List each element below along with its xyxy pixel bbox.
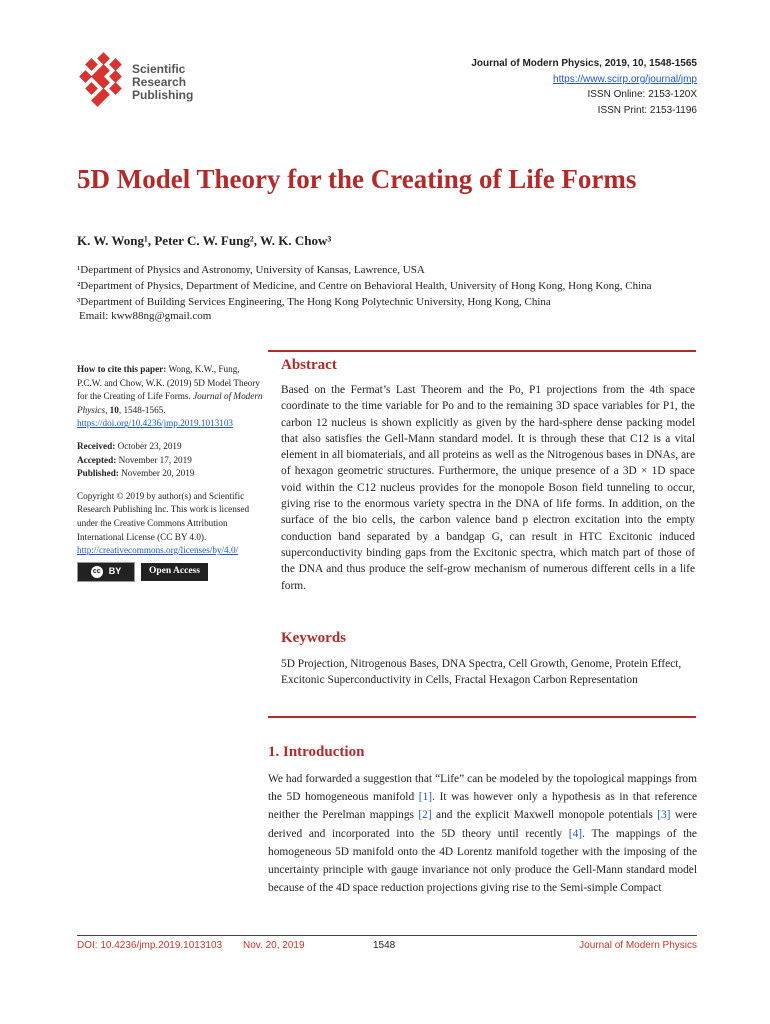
page-footer [77, 940, 697, 956]
abstract-text: Based on the Fermat’s Last Theorem and the Po, P1 projections from the 4th space coordinate to the time variable for Po and to the remaining 3D space variables for P1, the carbon 12 nucleus is shown explicitly as given by the hard-sphere dense packing model that also satisfies the Gell-Mann standard model. It is through these that C12 is a vital element in all biomaterials, and all proteins as well as the Nitrogenous bases in DNAs, are of hexagon geometric structures. Furthermore, the unique presence of a 3D × 1D space void within the C12 nucleus provides for the monopole Boson field tunneling to occur, giving rise to the enormous variety spectra in the DNA of life forms. In addition, on the surface of the bio cells, the carbon valence band p electron excitation into the empty conduction band separated by a bandgap G, can result in HTC Excitonic induced superconductivity binding gaps from the Excitonic spectra, which match part of those of the DNA and thus produce the self-grow mechanism of numerous different cells in a life form. [281, 384, 695, 592]
received-date: Received: October 23, 2019 [77, 440, 182, 451]
affiliation-3: ³Department of Building Services Engineering, The Hong Kong Polytechnic University, Hong Kong, China [77, 296, 551, 308]
affiliations [77, 262, 717, 310]
cite-block: How to cite this paper: Wong, K.W., Fung, P.C.W. and Chow, W.K. (2019) 5D Model Theory for the Creating of Life Forms. Journal of Modern Physics, 10, 1548-1565. https://doi.org/10.4236/jmp.2019.1013103 [77, 364, 263, 429]
ref-link-3[interactable]: [3] [657, 809, 671, 822]
journal-url-link[interactable]: https://www.scirp.org/journal/jmp [553, 73, 697, 85]
issn-print: ISSN Print: 2153-1196 [597, 104, 697, 116]
ref-link-1[interactable]: [1] [418, 791, 433, 804]
footer-date: Nov. 20, 2019 [243, 940, 305, 951]
license-link[interactable]: http://creativecommons.org/licenses/by/4.0/ [77, 545, 239, 556]
abstract-top-rule [268, 350, 696, 352]
footer-doi[interactable]: DOI: 10.4236/jmp.2019.1013103 [77, 940, 223, 951]
doi-link[interactable]: https://doi.org/10.4236/jmp.2019.1013103 [77, 418, 234, 429]
cc-icon: cc [91, 566, 103, 578]
open-access-badge[interactable]: Open Access [141, 563, 208, 581]
published-date: Published: November 20, 2019 [77, 468, 195, 479]
page-number: 1548 [373, 940, 396, 951]
keywords-heading: Keywords [281, 630, 346, 646]
journal-info [471, 56, 697, 118]
copyright-notice: Copyright © 2019 by author(s) and Scientific Research Publishing Inc. This work is licensed under the Creative Commons Attribution International License (CC BY 4.0). [77, 490, 250, 542]
affiliation-2: ²Department of Physics, Department of Medicine, and Centre on Behavioral Health, University of Hong Kong, Hong Kong, China [77, 280, 652, 292]
footer-rule [77, 935, 697, 936]
publisher-logo-icon [78, 52, 132, 112]
accepted-date: Accepted: November 17, 2019 [77, 454, 192, 465]
ref-link-4[interactable]: [4] [568, 827, 583, 840]
issn-online: ISSN Online: 2153-120X [587, 89, 697, 100]
license-badges [77, 562, 263, 582]
keywords-text: 5D Projection, Nitrogenous Bases, DNA Spectra, Cell Growth, Genome, Protein Effect, Excitonic Superconductivity in Cells, Fractal Hexagon Carbon Representation [281, 658, 682, 687]
intro-heading: 1. Introduction [268, 744, 365, 760]
contact-email[interactable]: Email: kww88ng@gmail.com [79, 310, 212, 322]
by-icon: BY [108, 565, 122, 576]
article-sidebar [77, 363, 263, 582]
publisher-logo [78, 52, 198, 112]
paper-title: 5D Model Theory for the Creating of Life Forms [77, 164, 637, 194]
ref-link-2[interactable]: [2] [418, 809, 432, 822]
abstract-heading: Abstract [281, 357, 337, 373]
journal-citation: Journal of Modern Physics, 2019, 10, 1548-1565 [471, 58, 697, 69]
footer-journal: Journal of Modern Physics [579, 940, 697, 951]
cc-by-badge[interactable] [77, 562, 135, 582]
publisher-name: Scientific Research Publishing [132, 62, 194, 102]
authors: K. W. Wong¹, Peter C. W. Fung², W. K. Chow³ [77, 233, 332, 248]
intro-paragraph: We had forwarded a suggestion that “Life” can be modeled by the topological mappings from the 5D homogeneous manifold [1]. It was however only a hypothesis as in that reference neither the Perelman mappings [2] and the explicit Maxwell monopole potentials [3] were derived and incorporated into the 5D theory until recently [4]. The mappings of the homogeneous 5D manifold onto the 4D Lorentz manifold together with the imposing of the uncertainty principle with gauge invariance not only produce the Gell-Mann standard model because of the 4D space reduction projections giving rise to the Semi-simple Compact [268, 773, 697, 895]
keywords-bottom-rule [268, 716, 696, 718]
affiliation-1: ¹Department of Physics and Astronomy, University of Kansas, Lawrence, USA [77, 264, 425, 276]
